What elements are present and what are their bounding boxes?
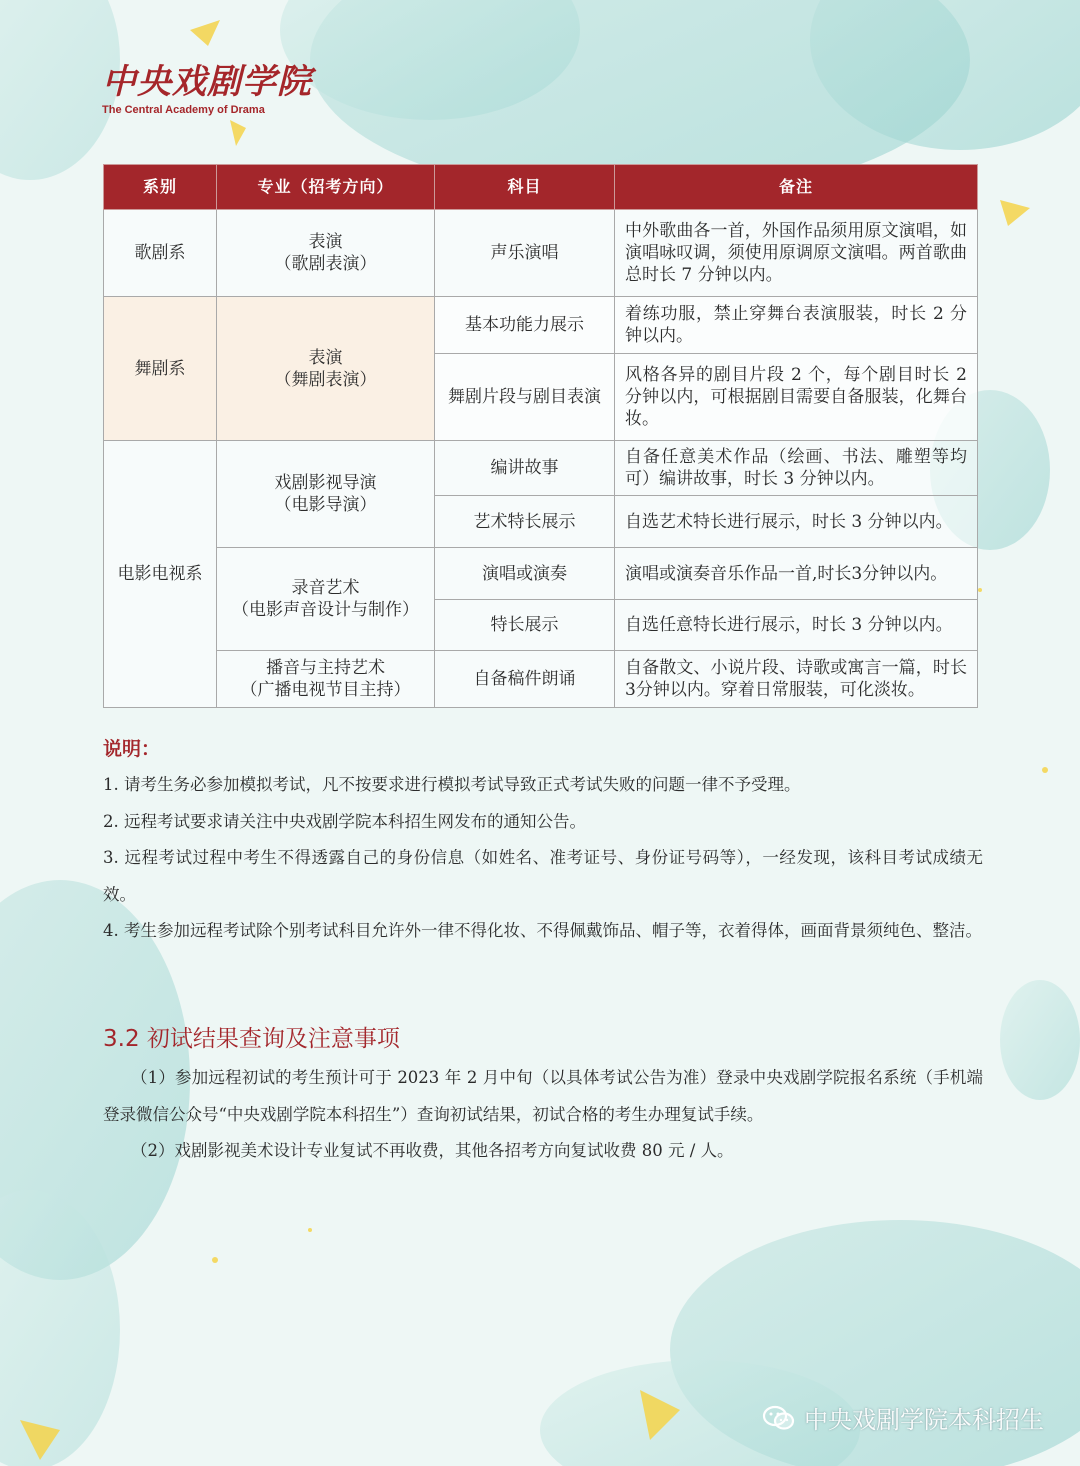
- notes-title: 说明：: [103, 738, 161, 760]
- subject-cell: 声乐演唱: [435, 210, 615, 297]
- dept-film-tv: 电影电视系: [104, 441, 217, 708]
- note-item: 3. 远程考试过程中考生不得透露自己的身份信息（如姓名、准考证号、身份证号码等），一经发现，该科目考试成绩无效。: [103, 848, 983, 904]
- major-name: 表演: [308, 232, 343, 252]
- section-title: 3.2 初试结果查询及注意事项: [103, 1026, 400, 1052]
- note-cell: 自选任意特长进行展示，时长 3 分钟以内。: [615, 600, 978, 651]
- subject-cell: 艺术特长展示: [435, 496, 615, 548]
- table-row: [104, 651, 978, 708]
- table-row: [104, 441, 978, 496]
- logo-english-name: The Central Academy of Drama: [102, 104, 265, 116]
- section-paragraph: （1）参加远程初试的考生预计可于 2023 年 2 月中旬（以具体考试公告为准）登录中央戏剧学院报名系统（手机端登录微信公众号“中央戏剧学院本科招生”）查询初试结果，初试合格的考生办理复试手续。: [103, 1068, 983, 1124]
- major-name: 表演: [308, 347, 343, 368]
- subject-cell: 基本功能力展示: [435, 297, 615, 354]
- dept-opera: 歌剧系: [104, 210, 217, 297]
- note-cell: 着练功服，禁止穿舞台表演服装，时长 2 分钟以内。: [615, 297, 978, 354]
- academy-logo: [102, 62, 312, 116]
- table-row: [104, 297, 978, 354]
- major-name: 播音与主持艺术: [266, 658, 385, 678]
- subject-cell: 自备稿件朗诵: [435, 651, 615, 708]
- note-cell: 中外歌曲各一首，外国作品须用原文演唱，如演唱咏叹调，须使用原调原文演唱。两首歌曲总时长 7 分钟以内。: [615, 210, 978, 297]
- note-item: 2. 远程考试要求请关注中央戏剧学院本科招生网发布的通知公告。: [103, 811, 586, 831]
- note-cell: 自选艺术特长进行展示，时长 3 分钟以内。: [615, 496, 978, 548]
- note-cell: 演唱或演奏音乐作品一首,时长3分钟以内。: [615, 548, 978, 600]
- subject-cell: 演唱或演奏: [435, 548, 615, 600]
- dept-dance: 舞剧系: [104, 297, 217, 441]
- exam-subjects-table: [103, 164, 978, 708]
- major-name: 录音艺术: [291, 578, 360, 598]
- note-cell: 风格各异的剧目片段 2 个，每个剧目时长 2 分钟以内，可根据剧目需要自备服装，化舞台妆。: [615, 354, 978, 441]
- watermark-text: 中央戏剧学院本科招生: [804, 1406, 1044, 1434]
- header-subject: 科目: [435, 165, 615, 210]
- note-cell: 自备散文、小说片段、诗歌或寓言一篇，时长3分钟以内。穿着日常服装，可化淡妆。: [615, 651, 978, 708]
- header-department: 系别: [104, 165, 217, 210]
- major-opera: [217, 210, 435, 297]
- subject-cell: 编讲故事: [435, 441, 615, 496]
- header-major: 专业（招考方向）: [217, 165, 435, 210]
- major-direction: （歌剧表演）: [274, 254, 377, 274]
- section-paragraph: （2）戏剧影视美术设计专业复试不再收费，其他各招考方向复试收费 80 元 / 人。: [131, 1141, 734, 1160]
- note-cell: 自备任意美术作品（绘画、书法、雕塑等均可）编讲故事，时长 3 分钟以内。: [615, 441, 978, 496]
- table-row: [104, 210, 978, 297]
- wechat-icon: [762, 1404, 796, 1432]
- major-direction: （电影声音设计与制作）: [232, 600, 419, 620]
- notes-section: [103, 734, 983, 950]
- note-item: 1. 请考生务必参加模拟考试，凡不按要求进行模拟考试导致正式考试失败的问题一律不予受理。: [103, 775, 801, 794]
- table-row: [104, 548, 978, 600]
- major-direction: （舞剧表演）: [274, 369, 377, 390]
- major-recording: [217, 548, 435, 651]
- logo-chinese-name: 中央戏剧学院: [102, 62, 312, 102]
- major-direction: （广播电视节目主持）: [240, 680, 411, 700]
- major-direction: （电影导演）: [274, 495, 377, 515]
- major-directing: [217, 441, 435, 548]
- header-note: 备注: [615, 165, 978, 210]
- table-header-row: [104, 165, 978, 210]
- major-broadcast: [217, 651, 435, 708]
- major-dance: [217, 297, 435, 441]
- subject-cell: 舞剧片段与剧目表演: [435, 354, 615, 441]
- subject-cell: 特长展示: [435, 600, 615, 651]
- result-query-section: [103, 1022, 983, 1170]
- wechat-watermark: [762, 1400, 1044, 1435]
- note-item: 4. 考生参加远程考试除个别考试科目允许外一律不得化妆、不得佩戴饰品、帽子等，衣着得体，画面背景须纯色、整洁。: [103, 921, 982, 940]
- major-name: 戏剧影视导演: [274, 473, 377, 493]
